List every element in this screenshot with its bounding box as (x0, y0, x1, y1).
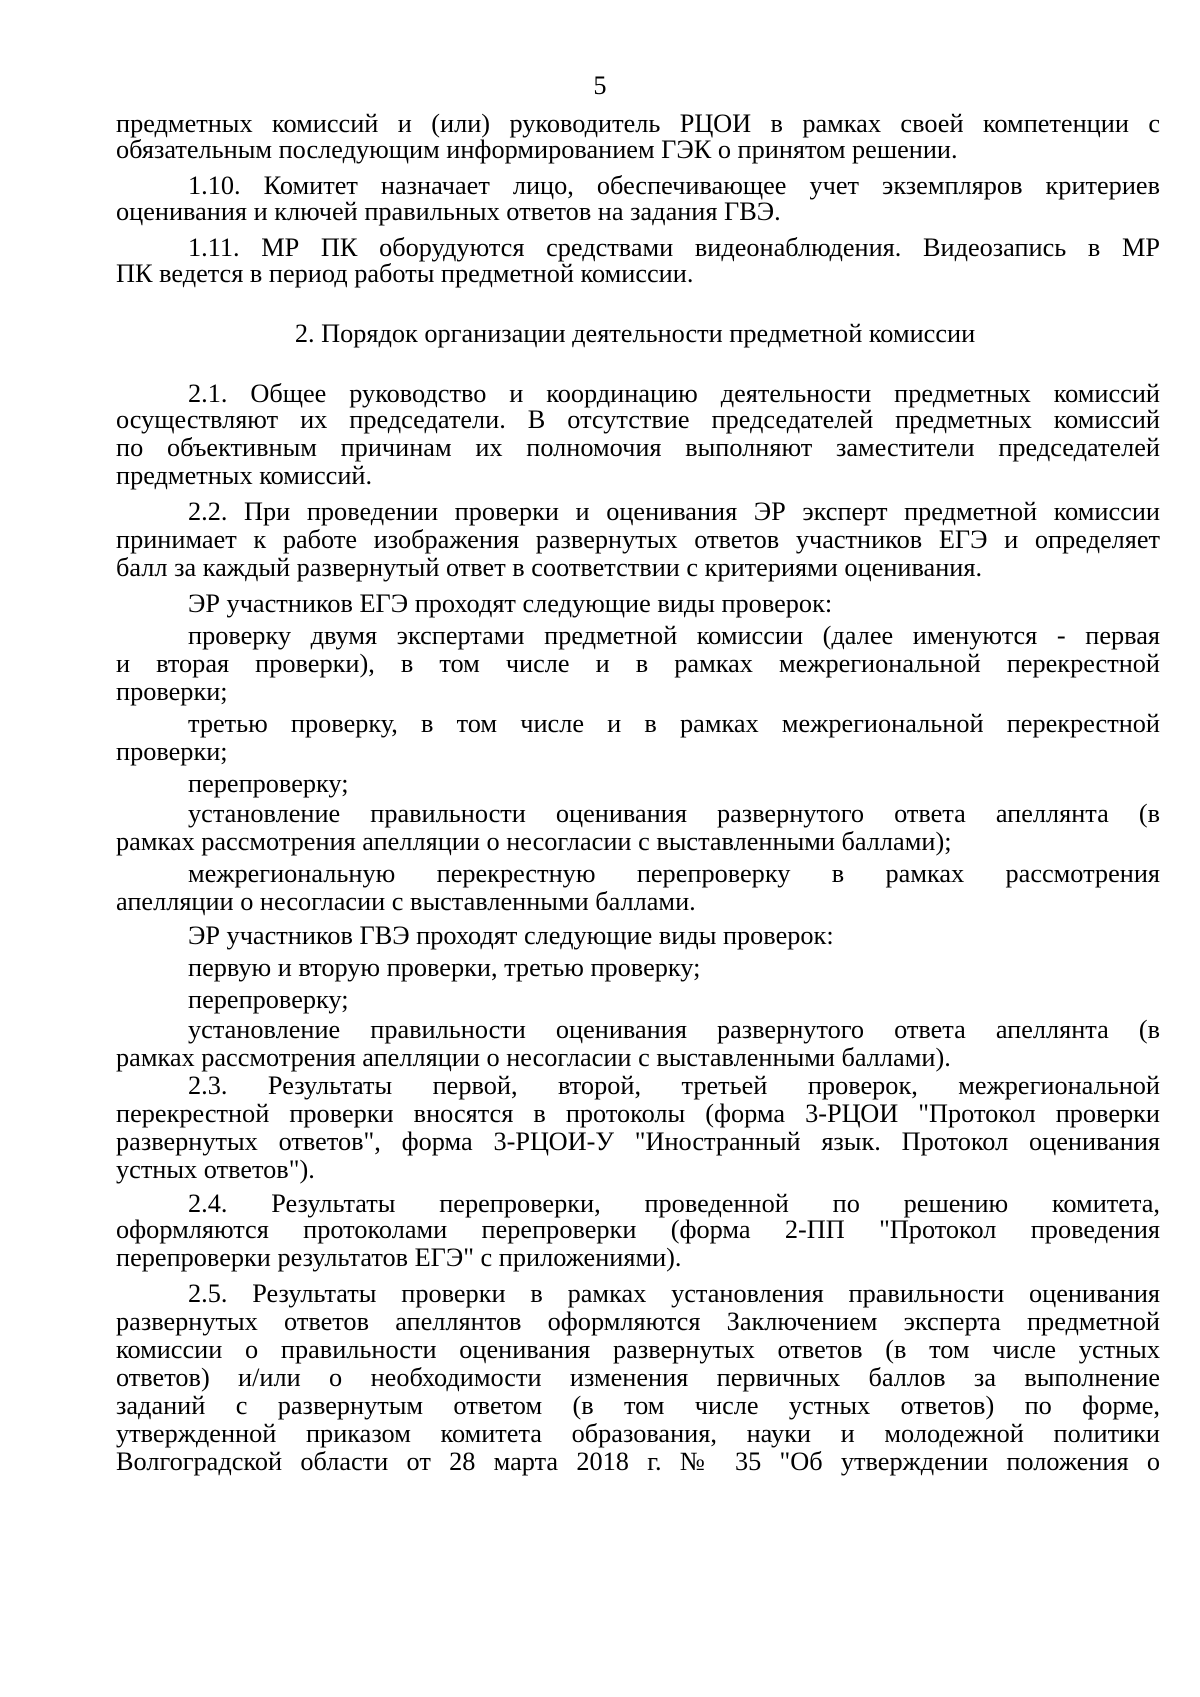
text-line: перепроверку; (188, 985, 349, 1014)
text-line: 2.3. Результаты первой, второй, третьей проверок, межрегиональной (188, 1071, 1160, 1100)
text-line: принимает к работе изображения развернутых ответов участников ЕГЭ и определяет (116, 525, 1160, 554)
text-line: 2.2. При проведении проверки и оценивания ЭР эксперт предметной комиссии (188, 497, 1160, 526)
text-line: комиссии о правильности оценивания развернутых ответов (в том числе устных (116, 1335, 1160, 1364)
text-line: заданий с развернутым ответом (в том числе устных ответов) по форме, (116, 1391, 1160, 1420)
text-line: Волгоградской области от 28 марта 2018 г. № 35 "Об утверждении положения о (116, 1447, 1160, 1476)
text-line: ЭР участников ЕГЭ проходят следующие виды проверок: (188, 589, 833, 618)
text-line: предметных комиссий. (116, 461, 373, 490)
text-line: балл за каждый развернутый ответ в соответствии с критериями оценивания. (116, 553, 983, 582)
text-line: 2.5. Результаты проверки в рамках установления правильности оценивания (188, 1279, 1160, 1308)
text-line: предметных комиссий и (или) руководитель РЦОИ в рамках своей компетенции с (116, 109, 1160, 138)
section-heading: 2. Порядок организации деятельности предметной комиссии (294, 319, 976, 348)
text-line: перепроверку; (188, 769, 349, 798)
text-line: проверки; (116, 677, 228, 706)
text-line: ответов) и/или о необходимости изменения первичных баллов за выполнение (116, 1363, 1160, 1392)
text-line: проверку двумя экспертами предметной комиссии (далее именуются - первая (188, 621, 1160, 650)
text-line: развернутых ответов апеллянтов оформляются Заключением эксперта предметной (116, 1307, 1160, 1336)
text-line: 1.10. Комитет назначает лицо, обеспечивающее учет экземпляров критериев (188, 171, 1160, 200)
text-line: ПК ведется в период работы предметной комиссии. (116, 259, 694, 288)
text-line: ЭР участников ГВЭ проходят следующие виды проверок: (188, 921, 834, 950)
text-line: развернутых ответов", форма 3-РЦОИ-У "Иностранный язык. Протокол оценивания (116, 1127, 1160, 1156)
text-line: устных ответов"). (116, 1155, 315, 1184)
text-line: обязательным последующим информированием ГЭК о принятом решении. (116, 135, 958, 164)
text-line: установление правильности оценивания развернутого ответа апеллянта (в (188, 1015, 1160, 1044)
page-number: 5 (593, 71, 607, 100)
text-line: рамках рассмотрения апелляции о несогласии с выставленными баллами); (116, 827, 952, 856)
text-line: осуществляют их председатели. В отсутствие председателей предметных комиссий (116, 405, 1160, 434)
text-line: межрегиональную перекрестную перепроверку в рамках рассмотрения (188, 859, 1160, 888)
text-line: 2.1. Общее руководство и координацию деятельности предметных комиссий (188, 379, 1160, 408)
text-line: третью проверку, в том числе и в рамках межрегиональной перекрестной (188, 709, 1160, 738)
text-line: 2.4. Результаты перепроверки, проведенной по решению комитета, (188, 1189, 1160, 1218)
text-line: перепроверки результатов ЕГЭ" с приложениями). (116, 1243, 682, 1272)
text-line: и вторая проверки), в том числе и в рамках межрегиональной перекрестной (116, 649, 1160, 678)
text-line: установление правильности оценивания развернутого ответа апеллянта (в (188, 799, 1160, 828)
text-line: оформляются протоколами перепроверки (форма 2-ПП "Протокол проведения (116, 1215, 1160, 1244)
text-line: рамках рассмотрения апелляции о несогласии с выставленными баллами). (116, 1043, 951, 1072)
text-line: 1.11. МР ПК оборудуются средствами видеонаблюдения. Видеозапись в МР (188, 233, 1160, 262)
text-line: апелляции о несогласии с выставленными баллами. (116, 887, 696, 916)
text-line: перекрестной проверки вносятся в протоколы (форма 3-РЦОИ "Протокол проверки (116, 1099, 1160, 1128)
text-line: первую и вторую проверки, третью проверку; (188, 953, 701, 982)
text-line: утвержденной приказом комитета образования, науки и молодежной политики (116, 1419, 1160, 1448)
text-line: оценивания и ключей правильных ответов на задания ГВЭ. (116, 197, 781, 226)
text-line: по объективным причинам их полномочия выполняют заместители председателей (116, 433, 1160, 462)
text-line: проверки; (116, 737, 228, 766)
